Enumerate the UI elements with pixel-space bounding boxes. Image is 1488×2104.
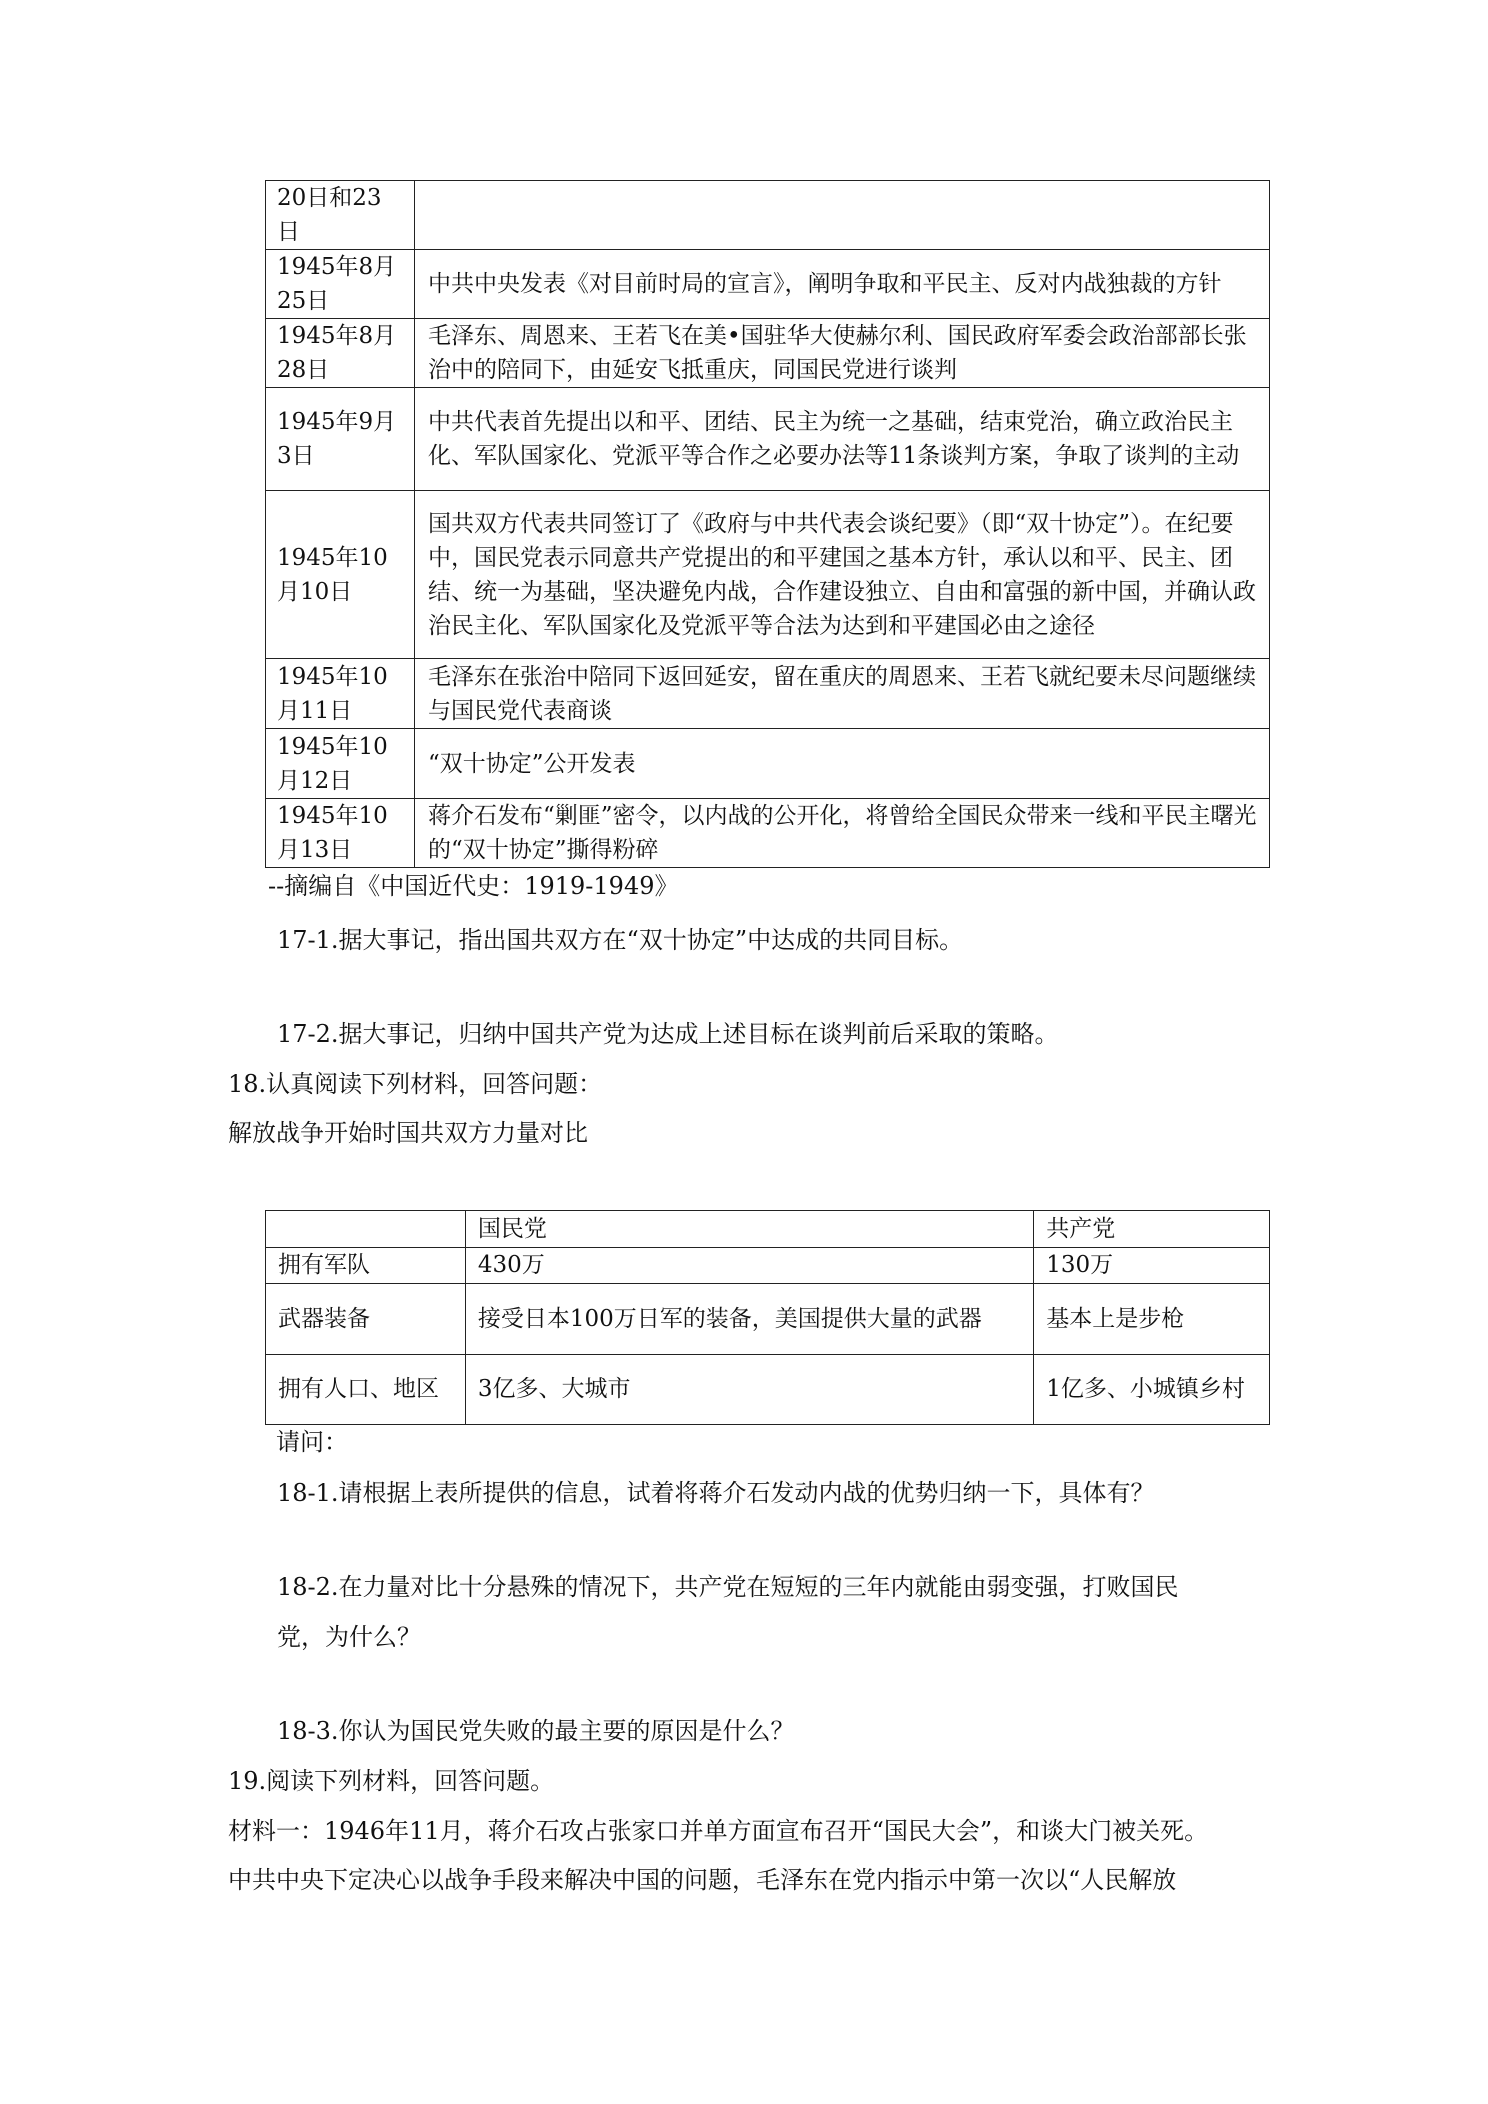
table-header-row: [266, 1211, 1270, 1248]
table-row: [266, 181, 1270, 250]
header-cell: 共产党: [1034, 1211, 1270, 1248]
event-cell: “双十协定”公开发表: [415, 729, 1270, 799]
kmt-cell: 接受日本100万日军的装备，美国提供大量的武器: [465, 1284, 1033, 1355]
table-row: [266, 491, 1270, 659]
question-18-1: 18-1.请根据上表所提供的信息，试着将蒋介石发动内战的优势归纳一下，具体有？: [277, 1479, 1155, 1507]
question-18-2-line2: 党，为什么？: [277, 1623, 421, 1651]
table-row: [266, 250, 1270, 319]
table-row: [266, 388, 1270, 491]
cpc-cell: 130万: [1034, 1248, 1270, 1284]
event-cell: 毛泽东、周恩来、王若飞在美•国驻华大使赫尔利、国民政府军委会政治部部长张治中的陪同下，由延安飞抵重庆，同国民党进行谈判: [415, 319, 1270, 388]
material-1-line1: 材料一：1946年11月，蒋介石攻占张家口并单方面宣布召开“国民大会”，和谈大门被关死。: [228, 1817, 1209, 1845]
table-row: [266, 659, 1270, 729]
question-18-title: 18.认真阅读下列材料，回答问题：: [228, 1070, 603, 1098]
question-17-1: 17-1.据大事记，指出国共双方在“双十协定”中达成的共同目标。: [277, 926, 964, 954]
header-cell: [266, 1211, 466, 1248]
material-1-line2: 中共中央下定决心以战争手段来解决中国的问题，毛泽东在党内指示中第一次以“人民解放: [228, 1866, 1177, 1894]
source-note: --摘编自《中国近代史：1919-1949》: [268, 872, 679, 900]
row-label-cell: 拥有人口、地区: [266, 1355, 466, 1425]
cpc-cell: 基本上是步枪: [1034, 1284, 1270, 1355]
row-label-cell: 武器装备: [266, 1284, 466, 1355]
kmt-cell: 430万: [465, 1248, 1033, 1284]
timeline-table: [265, 180, 1270, 868]
date-cell: 1945年10月11日: [266, 659, 415, 729]
table-caption: 解放战争开始时国共双方力量对比: [228, 1119, 588, 1147]
date-cell: 1945年8月28日: [266, 319, 415, 388]
event-cell: 蒋介石发布“剿匪”密令，以内战的公开化，将曾给全国民众带来一线和平民主曙光的“双十协定”撕得粉碎: [415, 799, 1270, 868]
date-cell: 1945年8月25日: [266, 250, 415, 319]
table-row: [266, 319, 1270, 388]
date-cell: 1945年9月3日: [266, 388, 415, 491]
header-cell: 国民党: [465, 1211, 1033, 1248]
question-19-title: 19.阅读下列材料，回答问题。: [228, 1767, 555, 1795]
table-row: [266, 1284, 1270, 1355]
event-cell: 中共中央发表《对目前时局的宣言》，阐明争取和平民主、反对内战独裁的方针: [415, 250, 1270, 319]
ask-label: 请问：: [276, 1428, 348, 1456]
date-cell: 20日和23日: [266, 181, 415, 250]
question-18-2-line1: 18-2.在力量对比十分悬殊的情况下，共产党在短短的三年内就能由弱变强，打败国民: [277, 1573, 1179, 1601]
row-label-cell: 拥有军队: [266, 1248, 466, 1284]
event-cell: 毛泽东在张治中陪同下返回延安，留在重庆的周恩来、王若飞就纪要未尽问题继续与国民党代表商谈: [415, 659, 1270, 729]
kmt-cell: 3亿多、大城市: [465, 1355, 1033, 1425]
cpc-cell: 1亿多、小城镇乡村: [1034, 1355, 1270, 1425]
table-row: [266, 729, 1270, 799]
date-cell: 1945年10月10日: [266, 491, 415, 659]
table-row: [266, 799, 1270, 868]
event-cell: 中共代表首先提出以和平、团结、民主为统一之基础，结束党治，确立政治民主化、军队国家化、党派平等合作之必要办法等11条谈判方案，争取了谈判的主动: [415, 388, 1270, 491]
question-18-3: 18-3.你认为国民党失败的最主要的原因是什么？: [277, 1717, 795, 1745]
table-row: [266, 1355, 1270, 1425]
comparison-table: [265, 1210, 1270, 1425]
date-cell: 1945年10月13日: [266, 799, 415, 868]
event-cell: 国共双方代表共同签订了《政府与中共代表会谈纪要》（即“双十协定”）。在纪要中，国民党表示同意共产党提出的和平建国之基本方针，承认以和平、民主、团结、统一为基础，坚决避免内战，合作建设独立、自由和富强的新中国，并确认政治民主化、军队国家化及党派平等合法为达到和平建国必由之途径: [415, 491, 1270, 659]
table-row: [266, 1248, 1270, 1284]
event-cell: [415, 181, 1270, 250]
date-cell: 1945年10月12日: [266, 729, 415, 799]
question-17-2: 17-2.据大事记，归纳中国共产党为达成上述目标在谈判前后采取的策略。: [277, 1020, 1059, 1048]
